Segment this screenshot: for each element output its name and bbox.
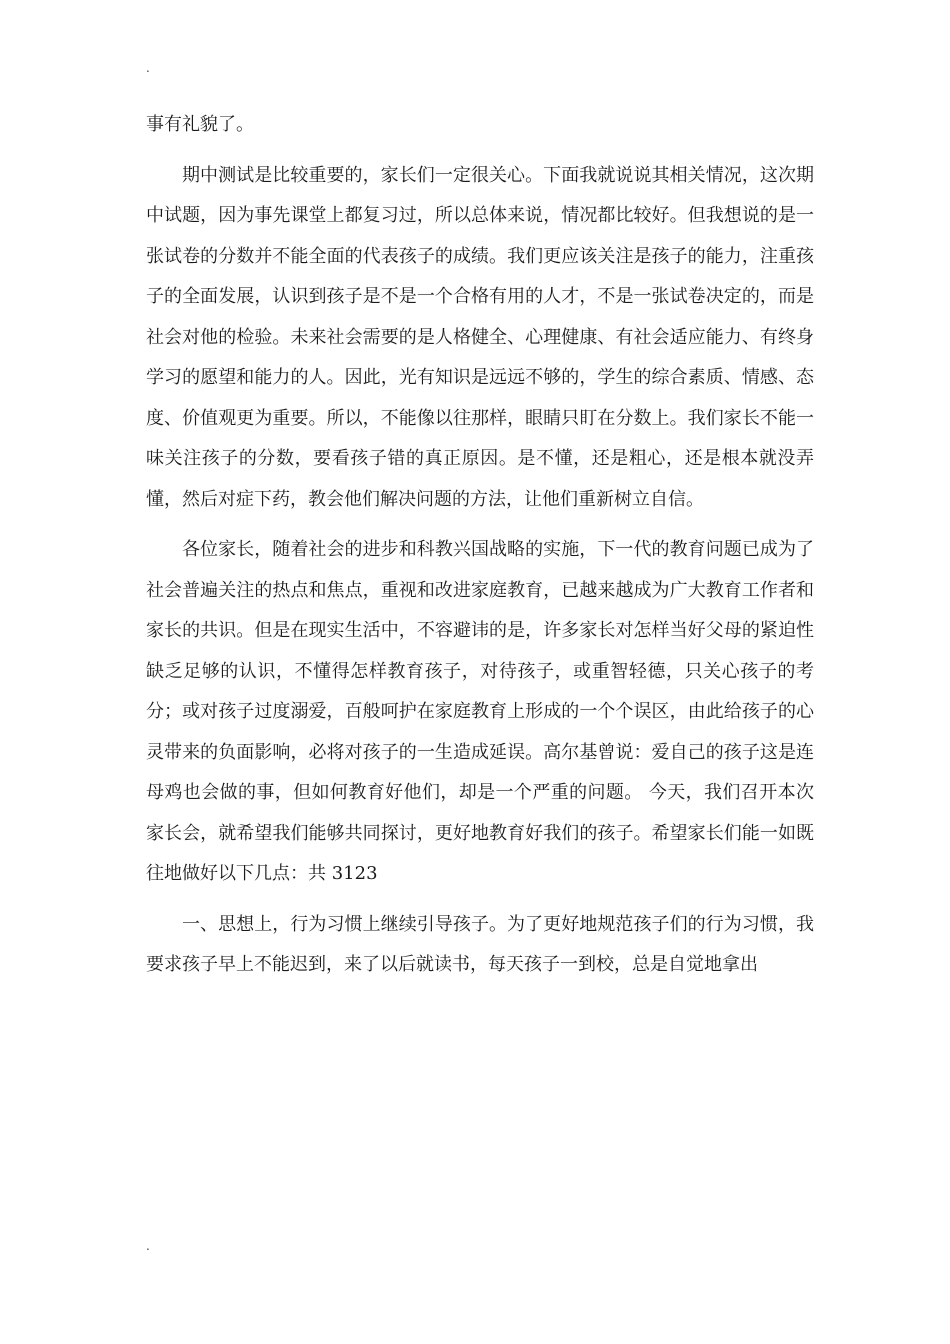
document-body	[146, 105, 814, 996]
paragraph-continuation: 事有礼貌了。	[146, 114, 254, 135]
header-mark: .	[146, 61, 150, 75]
paragraph-habits: 一、思想上，行为习惯上继续引导孩子。为了更好地规范孩子们的行为习惯，我要求孩子早上不能迟到，来了以后就读书，每天孩子一到校，总是自觉地拿出	[146, 913, 814, 975]
paragraph-family-education: 各位家长，随着社会的进步和科教兴国战略的实施，下一代的教育问题已成为了社会普遍关注的热点和焦点，重视和改进家庭教育，已越来越成为广大教育工作者和家长的共识。但是在现实生活中，不容避讳的是，许多家长对怎样当好父母的紧迫性缺乏足够的认识，不懂得怎样教育孩子，对待孩子，或重智轻德，只关心孩子的考分；或对孩子过度溺爱，百般呵护在家庭教育上形成的一个个误区，由此给孩子的心灵带来的负面影响，必将对孩子的一生造成延误。高尔基曾说：爱自己的孩子这是连母鸡也会做的事，但如何教育好他们，却是一个严重的问题。 今天，我们召开本次家长会，就希望我们能够共同探讨，更好地教育好我们的孩子。希望家长们能一如既往地做好以下几点：共 3123	[146, 539, 814, 884]
paragraph-midterm-test: 期中测试是比较重要的，家长们一定很关心。下面我就说说其相关情况，这次期中试题，因为事先课堂上都复习过，所以总体来说，情况都比较好。但我想说的是一张试卷的分数并不能全面的代表孩子的成绩。我们更应该关注是孩子的能力，注重孩子的全面发展，认识到孩子是不是一个合格有用的人才，不是一张试卷决定的，而是社会对他的检验。未来社会需要的是人格健全、心理健康、有社会适应能力、有终身学习的愿望和能力的人。因此，光有知识是远远不够的，学生的综合素质、情感、态度、价值观更为重要。所以，不能像以往那样，眼睛只盯在分数上。我们家长不能一味关注孩子的分数，要看孩子错的真正原因。是不懂，还是粗心，还是根本就没弄懂，然后对症下药，教会他们解决问题的方法，让他们重新树立自信。	[146, 164, 814, 510]
footer-mark: .	[146, 1239, 150, 1253]
